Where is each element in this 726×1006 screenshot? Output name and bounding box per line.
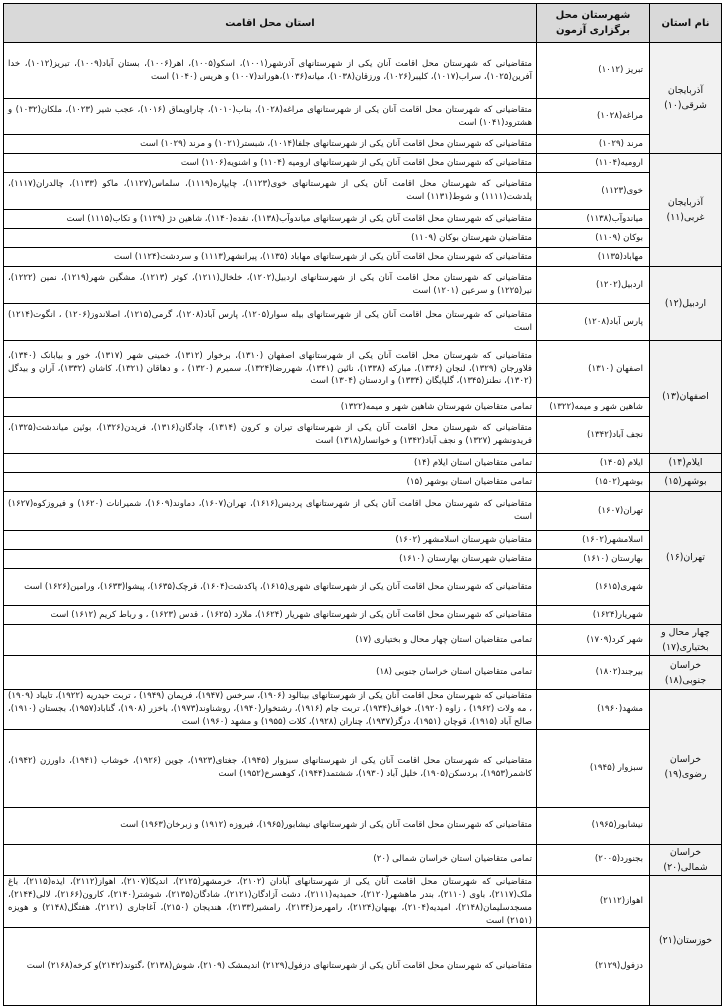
residence-cell: متقاضیان شهرستان اسلامشهر (۱۶۰۲) xyxy=(4,531,537,550)
exam-city-cell: ایلام (۱۴۰۵) xyxy=(537,454,650,473)
exam-city-cell: بجنورد(۲۰۰۵) xyxy=(537,844,650,875)
table-row xyxy=(4,267,722,304)
header-exam-city: شهرستان محل برگزاری آزمون xyxy=(537,4,650,43)
residence-cell: متقاضیانی که شهرستان محل اقامت آنان یکی از شهرستانهای اصفهان (۱۳۱۰)، برخوار (۱۳۱۲)، خمینی شهر (۱۳۱۷)، خور و بیابانک (۱۳۴۰)، فلاورجان (۱۳۲۹)، لنجان (۱۳۳۶)، مبارکه (۱۳۳۸)، نائین (۱۳۴۱)، شهررضا(۱۳۲۴)، سمیرم (۱۳۲۰) ، و دهاقان (۱۳۲۱)، کاشان (۱۳۳۲)، آران و بیدگل (۱۳۰۲)، نطنز(۱۳۴۵)، گلپایگان (۱۳۳۴) و اردستان (۱۳۰۴) است xyxy=(4,341,537,398)
table-row xyxy=(4,43,722,99)
table-row xyxy=(4,656,722,690)
exam-city-cell: مهاباد(۱۱۳۵) xyxy=(537,248,650,267)
province-cell: بوشهر(۱۵) xyxy=(650,473,722,492)
province-cell: خراسان شمالی(۲۰) xyxy=(650,844,722,875)
residence-cell: متقاضیانی که شهرستان محل اقامت آنان یکی از شهرستانهای جلفا(۱۰۱۴)، شبستر(۱۰۲۱) و مرند (۱۰۲۹) است xyxy=(4,135,537,154)
table-row xyxy=(4,173,722,210)
residence-cell: تمامی متقاضیان استان چهار محال و بختیاری (۱۷) xyxy=(4,625,537,656)
table-row xyxy=(4,492,722,531)
table-row xyxy=(4,844,722,875)
residence-cell: متقاضیانی که شهرستان محل اقامت آنان یکی از شهرستانهای میاندوآب(۱۱۳۸)، نقده(۱۱۴۰)، شاهین دژ (۱۱۲۹) و تکاب(۱۱۱۵) است xyxy=(4,210,537,229)
province-cell: خوزستان(۲۱) xyxy=(650,875,722,1006)
header-province: نام استان xyxy=(650,4,722,43)
residence-cell: تمامی متقاضیان شهرستان شاهین شهر و میمه(۱۳۲۲) xyxy=(4,398,537,417)
province-cell: ایلام(۱۴) xyxy=(650,454,722,473)
exam-city-cell: بیرجند(۱۸۰۲) xyxy=(537,656,650,690)
residence-cell: متقاضیانی که شهرستان محل اقامت آنان یکی از شهرستانهای ارومیه (۱۱۰۴) و اشنویه(۱۱۰۶) است xyxy=(4,154,537,173)
residence-cell: متقاضیان شهرستان بهارستان (۱۶۱۰) xyxy=(4,550,537,569)
residence-cell: متقاضیانی که شهرستان محل اقامت آنان یکی از شهرستانهای آذرشهر(۱۰۰۱)، اسکو(۱۰۰۵)، اهر(۱۰۰۶)، بستان آباد(۱۰۰۹)، تبریز(۱۰۱۲)، خدا آفرین(۱۰۲۵)، سراب(۱۰۱۷)، کلیبر(۱۰۲۶)، ورزقان(۱۰۳۸)، میانه(۱۰۳۶)،هوراند(۱۰۰۷) و هریس (۱۰۴۰) است xyxy=(4,43,537,99)
exam-city-cell: شهر کرد(۱۷۰۹) xyxy=(537,625,650,656)
province-cell: خراسان رضوی(۱۹) xyxy=(650,690,722,845)
exam-city-cell: اردبیل(۱۲۰۲) xyxy=(537,267,650,304)
exam-city-cell: تهران(۱۶۰۷) xyxy=(537,492,650,531)
exam-city-cell: شهریار(۱۶۲۴) xyxy=(537,606,650,625)
table-header-row xyxy=(4,4,722,43)
province-cell: خراسان جنوبی(۱۸) xyxy=(650,656,722,690)
exam-city-cell: نیشابور(۱۹۶۵) xyxy=(537,807,650,844)
province-cell: اردبیل(۱۲) xyxy=(650,267,722,341)
exam-city-cell: تبریز (۱۰۱۲) xyxy=(537,43,650,99)
exam-city-cell: دزفول(۲۱۲۹) xyxy=(537,928,650,1006)
residence-cell: متقاضیانی که شهرستان محل اقامت آنان یکی از شهرستانهای مراغه(۱۰۲۸)، بناب(۱۰۱۰)، چاراویماق (۱۰۱۶)، عجب شیر (۱۰۲۳)، ملکان(۱۰۳۲) و هشترود(۱۰۴۱) است xyxy=(4,99,537,135)
province-cell: چهار محال و بختیاری(۱۷) xyxy=(650,625,722,656)
table-row xyxy=(4,729,722,807)
exam-city-cell: بوکان (۱۱۰۹) xyxy=(537,229,650,248)
residence-cell: متقاضیانی که شهرستان محل اقامت آنان یکی از شهرستانهای آبادان (۲۱۰۲)، خرمشهر(۲۱۲۵)، اندیکا(۲۱۰۷)، اهواز(۲۱۱۲)، ایذه(۲۱۱۵)، باغ ملک(۲۱۱۷)، باوی (۲۱۱۰)، بندر ماهشهر(۲۱۲۰)، حمیدیه(۲۱۱۱)، دشت آزادگان(۲۱۲۱)، شادگان(۲۱۳۵)، شوشتر(۲۱۴۰)، کارون(۲۱۶۶)، لالی(۲۱۴۴)، مسجدسلیمان(۲۱۴۸)، امیدیه(۲۱۰۴)، بهبهان(۲۱۲۴)، رامهرمز(۲۱۳۴)، رامشیر(۲۱۳۳)، هندیجان (۲۱۵۰)، آغاجاری (۲۱۲۱)، هفتگل(۲۱۴۸) و هویزه (۲۱۵۱) است xyxy=(4,875,537,928)
residence-cell: متقاضیانی که شهرستان محل اقامت آنان یکی از شهرستانهای بینالود (۱۹۰۶)، سرخس (۱۹۴۷)، فریمان (۱۹۴۹) ، تربت حیدریه (۱۹۲۲)، تایباد (۱۹۰۹) ، مه ولات (۱۹۶۲) ، زاوه (۱۹۲۰)، خواف(۱۹۳۴)، تربت جام (۱۹۱۶)، رشتخوار(۱۹۴۰)، روشناوند(۱۹۷۳)، باخزر (۱۹۰۸)، گناباد(۱۹۵۷)، بجستان (۱۹۱۰)، صالح آباد (۱۹۱۵)، قوچان (۱۹۵۱)، درگز(۱۹۳۷)، چناران (۱۹۲۸)، کلات (۱۹۵۵) و مشهد (۱۹۶۰) است xyxy=(4,690,537,730)
table-row xyxy=(4,99,722,135)
exam-city-cell: شاهین شهر و میمه(۱۳۲۲) xyxy=(537,398,650,417)
residence-cell: متقاضیانی که شهرستان محل اقامت آنان یکی از شهرستانهای پردیس(۱۶۱۶)، تهران(۱۶۰۷)، دماوند(۱۶۰۹)، شمیرانات (۱۶۲۰) و فیروزکوه(۱۶۲۷) است xyxy=(4,492,537,531)
exam-city-table-container xyxy=(3,3,721,978)
residence-cell: متقاضیانی که شهرستان محل اقامت آنان یکی از شهرستانهای خوی(۱۱۲۳)، چایپاره(۱۱۱۹)، سلماس(۱۱۲۷)، ماکو (۱۱۳۳)، چالدران(۱۱۱۷)، پلدشت(۱۱۱۱) و شوط(۱۱۳۱) است xyxy=(4,173,537,210)
table-row xyxy=(4,625,722,656)
table-row xyxy=(4,606,722,625)
exam-city-cell: بهارستان (۱۶۱۰) xyxy=(537,550,650,569)
table-row xyxy=(4,531,722,550)
exam-city-cell: میاندوآب(۱۱۳۸) xyxy=(537,210,650,229)
table-row xyxy=(4,417,722,454)
table-row xyxy=(4,210,722,229)
table-row xyxy=(4,135,722,154)
exam-city-cell: سبزوار (۱۹۴۵) xyxy=(537,729,650,807)
exam-city-table xyxy=(3,3,722,1006)
residence-cell: تمامی متقاضیان استان خراسان جنوبی (۱۸) xyxy=(4,656,537,690)
residence-cell: متقاضیانی که شهرستان محل اقامت آنان یکی از شهرستانهای سبزوار (۱۹۴۵)، جغتای(۱۹۲۳)، جوین (۱۹۲۶)، خوشاب (۱۹۴۱)، داورزن (۱۹۴۲)، کاشمر(۱۹۵۳)، بردسکن(۱۹۰۵)، خلیل آباد (۱۹۳۰)، ششتمد(۱۹۴۴)، کوهسرخ(۱۹۵۲) است xyxy=(4,729,537,807)
province-cell: آذربایجان غربی(۱۱) xyxy=(650,154,722,267)
table-row xyxy=(4,690,722,730)
province-cell: اصفهان(۱۳) xyxy=(650,341,722,454)
residence-cell: متقاضیانی که شهرستان محل اقامت آنان یکی از شهرستانهای اردبیل(۱۲۰۲)، خلخال(۱۲۱۱)، کوثر (۱۲۱۳)، مشگین شهر(۱۲۱۹)، نمین (۱۲۲۲)، نیر(۱۲۲۵) و سرعین (۱۲۰۱) است xyxy=(4,267,537,304)
province-cell: آذربایجان شرقی(۱۰) xyxy=(650,43,722,154)
table-row xyxy=(4,928,722,1006)
table-row xyxy=(4,398,722,417)
residence-cell: متقاضیانی که شهرستان محل اقامت آنان یکی از شهرستانهای تیران و کرون (۱۳۱۴)، چادگان(۱۳۱۶)، فریدن(۱۳۲۶)، بوئین میاندشت(۱۳۲۵)، فریدونشهر (۱۳۲۷) و نجف آباد(۱۳۴۲) و خوانسار(۱۳۱۸) است xyxy=(4,417,537,454)
table-row xyxy=(4,248,722,267)
table-row xyxy=(4,454,722,473)
exam-city-cell: اهواز(۲۱۱۲) xyxy=(537,875,650,928)
exam-city-cell: مراغه(۱۰۲۸) xyxy=(537,99,650,135)
exam-city-cell: مشهد(۱۹۶۰) xyxy=(537,690,650,730)
table-row xyxy=(4,304,722,341)
exam-city-cell: مرند (۱۰۲۹) xyxy=(537,135,650,154)
residence-cell: تمامی متقاضیان استان ایلام (۱۴) xyxy=(4,454,537,473)
exam-city-cell: بوشهر(۱۵۰۲) xyxy=(537,473,650,492)
table-row xyxy=(4,569,722,606)
residence-cell: متقاضیانی که شهرستان محل اقامت آنان یکی از شهرستانهای مهاباد (۱۱۳۵)، پیرانشهر(۱۱۱۳) و سردشت(۱۱۲۴) است xyxy=(4,248,537,267)
exam-city-cell: نجف آباد(۱۳۴۲) xyxy=(537,417,650,454)
exam-city-cell: اسلامشهر(۱۶۰۲) xyxy=(537,531,650,550)
exam-city-cell: پارس آباد(۱۲۰۸) xyxy=(537,304,650,341)
residence-cell: متقاضیانی که شهرستان محل اقامت آنان یکی از شهرستانهای شهری(۱۶۱۵)، پاکدشت(۱۶۰۴)، قرچک(۱۶۳۵)، پیشوا(۱۶۳۳)، ورامین(۱۶۲۶) است xyxy=(4,569,537,606)
residence-cell: تمامی متقاضیان استان بوشهر (۱۵) xyxy=(4,473,537,492)
table-row xyxy=(4,550,722,569)
residence-cell: متقاضیانی که شهرستان محل اقامت آنان یکی از شهرستانهای دزفول(۲۱۲۹) اندیمشک (۲۱۰۹)، شوش(۲۱۳۸) ،گتوند(۲۱۴۲)و کرخه(۲۱۶۸) است xyxy=(4,928,537,1006)
table-row xyxy=(4,229,722,248)
table-row xyxy=(4,154,722,173)
exam-city-cell: خوی(۱۱۲۳) xyxy=(537,173,650,210)
exam-city-cell: ارومیه(۱۱۰۴) xyxy=(537,154,650,173)
residence-cell: متقاضیانی که شهرستان محل اقامت آنان یکی از شهرستانهای نیشابور(۱۹۶۵)، فیروزه (۱۹۱۲) و زبرخان(۱۹۶۳) است xyxy=(4,807,537,844)
header-residence: استان محل اقامت xyxy=(4,4,537,43)
table-row xyxy=(4,807,722,844)
residence-cell: متقاضیان شهرستان بوکان (۱۱۰۹) xyxy=(4,229,537,248)
residence-cell: تمامی متقاضیان استان خراسان شمالی (۲۰) xyxy=(4,844,537,875)
residence-cell: متقاضیانی که شهرستان محل اقامت آنان یکی از شهرستانهای بیله سوار(۱۲۰۵)، پارس آباد(۱۲۰۸)، گرمی(۱۲۱۵)، اصلاندوز(۱۲۰۶) ، انگوت(۱۲۱۴) است xyxy=(4,304,537,341)
exam-city-cell: اصفهان (۱۳۱۰) xyxy=(537,341,650,398)
table-body xyxy=(4,43,722,1006)
province-cell: تهران(۱۶) xyxy=(650,492,722,625)
residence-cell: متقاضیانی که شهرستان محل اقامت آنان یکی از شهرستانهای شهریار (۱۶۲۴)، ملارد (۱۶۲۵) ، قدس (۱۶۲۳) ، و رباط کریم (۱۶۱۲) است xyxy=(4,606,537,625)
table-row xyxy=(4,473,722,492)
table-row xyxy=(4,341,722,398)
table-row xyxy=(4,875,722,928)
exam-city-cell: شهری(۱۶۱۵) xyxy=(537,569,650,606)
